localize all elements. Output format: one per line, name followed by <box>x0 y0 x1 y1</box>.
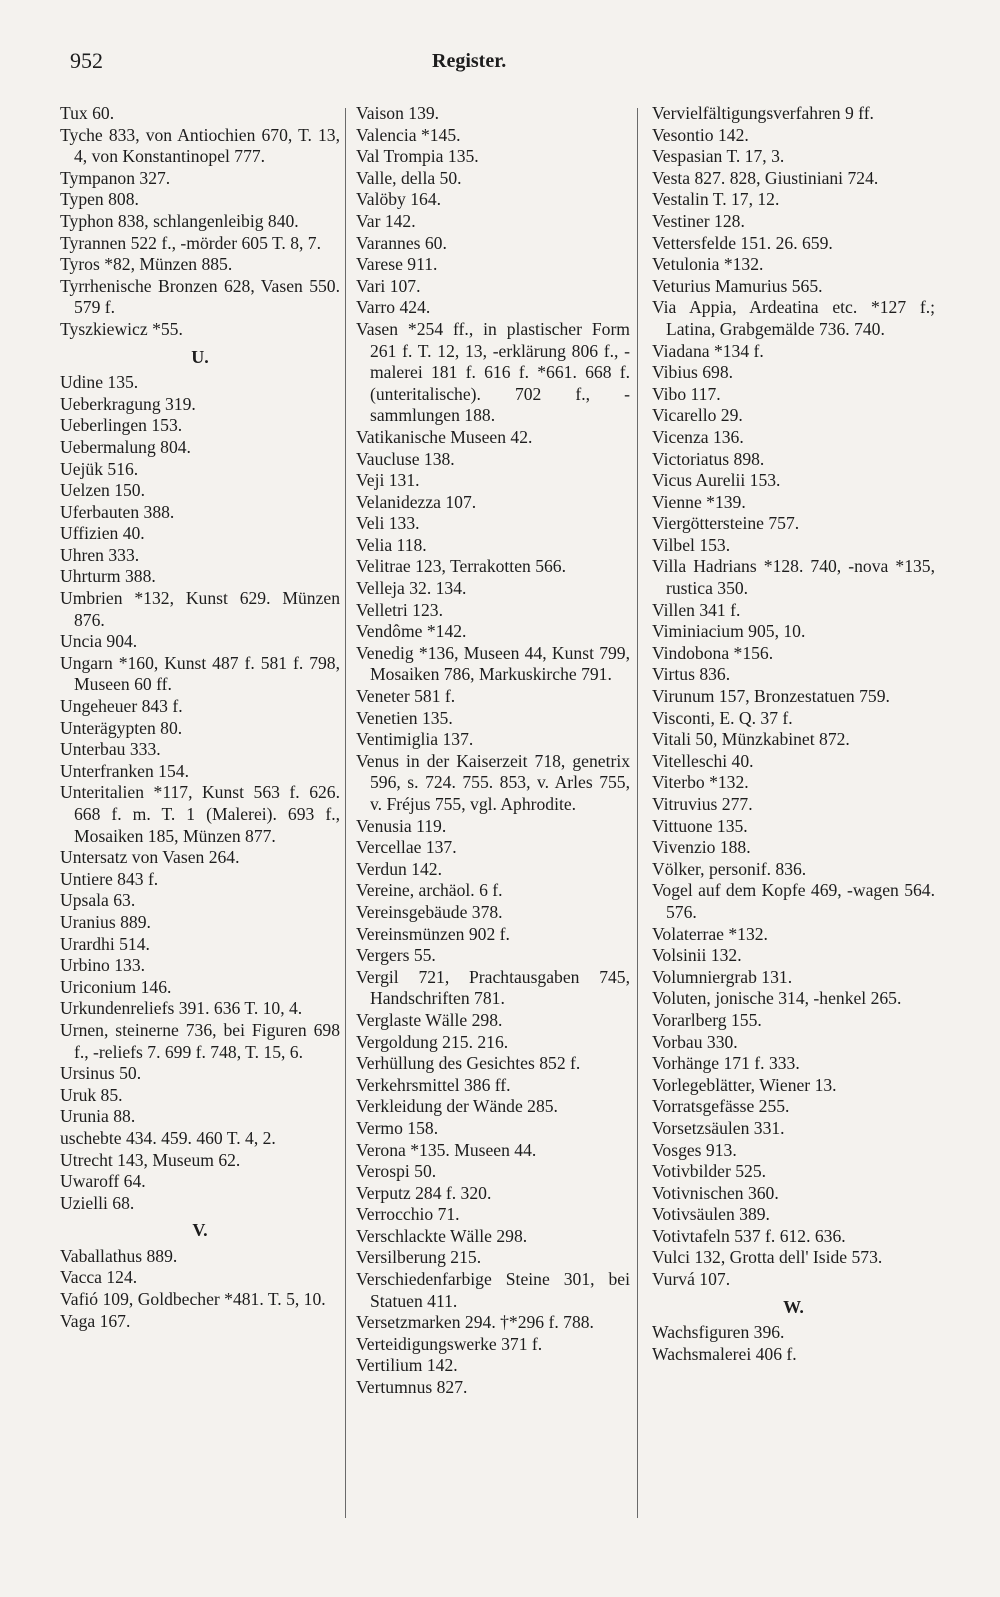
index-entry: Vosges 913. <box>652 1139 737 1160</box>
index-entry: Vulci 132, Grotta dell' Iside 573. <box>652 1247 883 1268</box>
index-entry: Vibius 698. <box>652 362 734 383</box>
index-entry: Venus in der Kaiserzeit 718, genetrix 596, s. 724. 755. 853, v. Arles 755, v. Fréjus 755, vgl. Aphrodite. <box>356 750 630 814</box>
column-rule <box>345 108 346 1518</box>
index-entry: Tux 60. <box>60 103 115 123</box>
index-entry: Vesta 827. 828, Giustiniani 724. <box>652 167 879 188</box>
index-entry: Versetzmarken 294. †*296 f. 788. <box>356 1312 594 1333</box>
index-entry: Vorsetzsäulen 331. <box>652 1117 785 1138</box>
index-entry: Velletri 123. <box>356 599 443 620</box>
index-entry: Viergöttersteine 757. <box>652 513 800 534</box>
index-entry: Uriconium 146. <box>60 976 172 997</box>
index-entry: Ueberlingen 153. <box>60 415 183 436</box>
index-entry: Vivenzio 188. <box>652 837 751 858</box>
running-title: Register. <box>432 50 507 72</box>
index-entry: Vereinsgebäude 378. <box>356 901 503 922</box>
index-entry: Utrecht 143, Museum 62. <box>60 1149 241 1170</box>
index-entry: Vergoldung 215. 216. <box>356 1031 509 1052</box>
index-entry: Uhren 333. <box>60 544 140 565</box>
index-column-1 <box>60 103 340 1332</box>
index-entry: Uebermalung 804. <box>60 436 191 457</box>
index-entry: Typen 808. <box>60 189 139 210</box>
index-entry: Vogel auf dem Kopfe 469, -wagen 564. 576. <box>652 880 935 922</box>
index-entry: Vorlegeblätter, Wiener 13. <box>652 1074 837 1095</box>
index-entry: Upsala 63. <box>60 890 136 911</box>
index-entry: Ungarn *160, Kunst 487 f. 581 f. 798, Museen 60 ff. <box>60 652 340 695</box>
index-entry: Volumniergrab 131. <box>652 966 793 987</box>
index-entry: Urunia 88. <box>60 1106 136 1127</box>
index-entry: Venetien 135. <box>356 707 453 728</box>
index-entry: Udine 135. <box>60 372 139 393</box>
page-number: 952 <box>70 48 103 73</box>
index-entry: Verrocchio 71. <box>356 1204 460 1225</box>
index-entry: Vitelleschi 40. <box>652 750 754 771</box>
index-entry: Tyrrhenische Bronzen 628, Vasen 550. 579 f. <box>60 275 340 318</box>
index-entry: Virtus 836. <box>652 664 731 685</box>
index-entry: Versilberung 215. <box>356 1247 482 1268</box>
index-entry: Verkleidung der Wände 285. <box>356 1096 558 1117</box>
index-entry: Unterbau 333. <box>60 739 161 760</box>
index-entry: Votivbilder 525. <box>652 1161 767 1182</box>
column-rule <box>637 108 638 1518</box>
index-entry: Vendôme *142. <box>356 621 467 642</box>
index-entry: Visconti, E. Q. 37 f. <box>652 707 793 728</box>
index-entry: Vitali 50, Münzkabinet 872. <box>652 729 850 750</box>
index-entry: Val Trompia 135. <box>356 146 479 167</box>
index-entry: Vicus Aurelii 153. <box>652 470 781 491</box>
index-entry: Vicarello 29. <box>652 405 743 426</box>
index-entry: Virunum 157, Bronzestatuen 759. <box>652 686 890 707</box>
index-entry: Vetulonia *132. <box>652 254 764 275</box>
index-entry: Venusia 119. <box>356 815 447 836</box>
index-entry: Uferbauten 388. <box>60 501 175 522</box>
index-entry: Verglaste Wälle 298. <box>356 1009 503 1030</box>
index-entry: Viadana *134 f. <box>652 340 764 361</box>
index-entry: Tyrannen 522 f., -mörder 605 T. 8, 7. <box>60 232 321 253</box>
index-entry: Volaterrae *132. <box>652 923 768 944</box>
index-entry: Vitruvius 277. <box>652 794 753 814</box>
index-entry: Verhüllung des Gesichtes 852 f. <box>356 1053 581 1074</box>
index-entry: Unterfranken 154. <box>60 760 189 781</box>
index-entry: Vorratsgefässe 255. <box>652 1096 790 1117</box>
index-entry: Veturius Mamurius 565. <box>652 275 823 296</box>
index-entry: Umbrien *132, Kunst 629. Münzen 876. <box>60 588 340 630</box>
index-entry: Vicenza 136. <box>652 426 744 447</box>
index-entry: Vereinsmünzen 902 f. <box>356 923 510 944</box>
index-entry: Vereine, archäol. 6 f. <box>356 880 503 901</box>
index-entry: Volsinii 132. <box>652 945 742 966</box>
index-entry: Velleja 32. 134. <box>356 578 467 599</box>
index-entry: Villa Hadrians *128. 740, -nova *135, rustica 350. <box>652 556 935 599</box>
index-entry: Wachsmalerei 406 f. <box>652 1343 797 1364</box>
index-entry: Vilbel 153. <box>652 534 731 555</box>
index-entry: Vettersfelde 151. 26. 659. <box>652 232 833 253</box>
index-entry: Vorarlberg 155. <box>652 1009 762 1030</box>
section-letter: U. <box>191 346 209 367</box>
index-entry: Vergers 55. <box>356 945 436 966</box>
index-entry: Voluten, jonische 314, -henkel 265. <box>652 988 902 1009</box>
index-entry: Via Appia, Ardeatina etc. *127 f.; Latina, Grabgemälde 736. 740. <box>652 297 935 339</box>
index-entry: Votivnischen 360. <box>652 1182 779 1203</box>
index-entry: Uejük 516. <box>60 458 139 479</box>
index-entry: Vermo 158. <box>356 1117 439 1138</box>
index-entry: Varro 424. <box>356 297 431 318</box>
index-entry: Vafió 109, Goldbecher *481. T. 5, 10. <box>60 1289 326 1310</box>
index-entry: Tyche 833, von Antiochien 670, T. 13, 4, von Konstantinopel 777. <box>60 124 340 167</box>
index-entry: Valencia *145. <box>356 124 461 145</box>
index-entry: Votivtafeln 537 f. 612. 636. <box>652 1225 846 1246</box>
index-entry: Uffizien 40. <box>60 523 145 544</box>
index-entry: Uelzen 150. <box>60 480 146 501</box>
index-entry: Vestiner 128. <box>652 210 745 231</box>
index-entry: Vaucluse 138. <box>356 448 455 469</box>
index-entry: Unterägypten 80. <box>60 717 183 738</box>
index-entry: Vaga 167. <box>60 1310 131 1331</box>
index-entry: Vasen *254 ff., in plastischer Form 261 f. T. 12, 13, -erklärung 806 f., -malerei 181 f. 616 f. *661. 668 f. (unteritalische). 702 f., -sammlungen 188. <box>356 318 630 426</box>
index-entry: Vertilium 142. <box>356 1355 458 1376</box>
index-entry: Vorhänge 171 f. 333. <box>652 1053 800 1074</box>
index-entry: Uwaroff 64. <box>60 1171 146 1192</box>
index-entry: Vacca 124. <box>60 1267 138 1288</box>
index-entry: Vercellae 137. <box>356 837 457 858</box>
index-entry: Urardhi 514. <box>60 933 150 954</box>
index-entry: Uzielli 68. <box>60 1192 135 1213</box>
index-entry: Tyszkiewicz *55. <box>60 318 183 339</box>
index-entry: Veli 133. <box>356 513 420 534</box>
index-entry: Verospi 50. <box>356 1161 437 1182</box>
index-entry: Uruk 85. <box>60 1084 123 1105</box>
index-column-3 <box>652 103 935 1365</box>
index-entry: Urkundenreliefs 391. 636 T. 10, 4. <box>60 998 303 1019</box>
index-entry: Ventimiglia 137. <box>356 729 474 750</box>
index-entry: Vibo 117. <box>652 383 721 404</box>
index-entry: Vittuone 135. <box>652 815 748 836</box>
index-entry: Varannes 60. <box>356 232 447 253</box>
index-entry: Vertumnus 827. <box>356 1377 468 1398</box>
index-column-2 <box>356 103 630 1399</box>
index-entry: Vesontio 142. <box>652 124 749 145</box>
index-entry: Vari 107. <box>356 275 421 296</box>
index-entry: Verschiedenfarbige Steine 301, bei Statuen 411. <box>356 1269 630 1311</box>
index-entry: Ursinus 50. <box>60 1063 142 1084</box>
index-entry: Tyros *82, Münzen 885. <box>60 254 233 275</box>
index-entry: Vienne *139. <box>652 491 746 512</box>
index-entry: Uncia 904. <box>60 631 138 652</box>
index-entry: Vatikanische Museen 42. <box>356 426 533 447</box>
index-entry: Villen 341 f. <box>652 599 741 620</box>
index-entry: Urbino 133. <box>60 955 146 976</box>
index-entry: Wachsfiguren 396. <box>652 1322 785 1343</box>
index-entry: Verona *135. Museen 44. <box>356 1139 537 1160</box>
index-entry: Tympanon 327. <box>60 167 171 188</box>
index-entry: Valle, della 50. <box>356 167 462 188</box>
index-entry: Uhrturm 388. <box>60 566 156 587</box>
index-entry: Veneter 581 f. <box>356 686 456 707</box>
index-entry: Velanidezza 107. <box>356 491 477 512</box>
index-entry: Var 142. <box>356 210 416 231</box>
index-entry: Veji 131. <box>356 470 420 491</box>
index-entry: Vurvá 107. <box>652 1269 731 1290</box>
index-entry: Vestalin T. 17, 12. <box>652 189 780 210</box>
page-header <box>0 48 1000 88</box>
index-entry: Velitrae 123, Terrakotten 566. <box>356 556 566 577</box>
index-entry: Verkehrsmittel 386 ff. <box>356 1074 511 1095</box>
index-entry: Völker, personif. 836. <box>652 858 807 879</box>
index-entry: Ungeheuer 843 f. <box>60 696 183 717</box>
index-entry: Venedig *136, Museen 44, Kunst 799, Mosaiken 786, Markuskirche 791. <box>356 642 630 685</box>
index-entry: Viterbo *132. <box>652 772 749 793</box>
index-entry: Vorbau 330. <box>652 1031 738 1052</box>
index-entry: Untersatz von Vasen 264. <box>60 847 240 868</box>
index-entry: Vaballathus 889. <box>60 1245 178 1266</box>
index-entry: Unteritalien *117, Kunst 563 f. 626. 668 f. m. T. 1 (Malerei). 693 f., Mosaiken 185, Münzen 877. <box>60 782 340 846</box>
index-entry: Verteidigungswerke 371 f. <box>356 1333 543 1354</box>
index-entry: Ueberkragung 319. <box>60 393 196 414</box>
index-entry: Victoriatus 898. <box>652 448 765 469</box>
index-entry: Uranius 889. <box>60 911 151 932</box>
index-entry: Vervielfältigungsverfahren 9 ff. <box>652 103 874 123</box>
index-entry: Verschlackte Wälle 298. <box>356 1225 528 1246</box>
index-entry: Typhon 838, schlangenleibig 840. <box>60 210 299 231</box>
index-entry: Vergil 721, Prachtausgaben 745, Handschriften 781. <box>356 966 630 1009</box>
index-entry: Votivsäulen 389. <box>652 1204 770 1225</box>
index-entry: Verdun 142. <box>356 858 443 879</box>
section-letter: W. <box>783 1296 804 1317</box>
section-letter: V. <box>192 1220 208 1241</box>
index-entry: Viminiacium 905, 10. <box>652 621 806 642</box>
index-entry: Vaison 139. <box>356 103 440 123</box>
index-entry: Velia 118. <box>356 534 427 555</box>
index-entry: Urnen, steinerne 736, bei Figuren 698 f., -reliefs 7. 699 f. 748, T. 15, 6. <box>60 1019 340 1062</box>
index-entry: Untiere 843 f. <box>60 868 159 889</box>
index-entry: Vespasian T. 17, 3. <box>652 146 785 167</box>
index-entry: uschebte 434. 459. 460 T. 4, 2. <box>60 1127 276 1148</box>
index-entry: Varese 911. <box>356 254 438 275</box>
index-entry: Valöby 164. <box>356 189 442 210</box>
index-entry: Verputz 284 f. 320. <box>356 1182 492 1203</box>
index-entry: Vindobona *156. <box>652 642 774 663</box>
